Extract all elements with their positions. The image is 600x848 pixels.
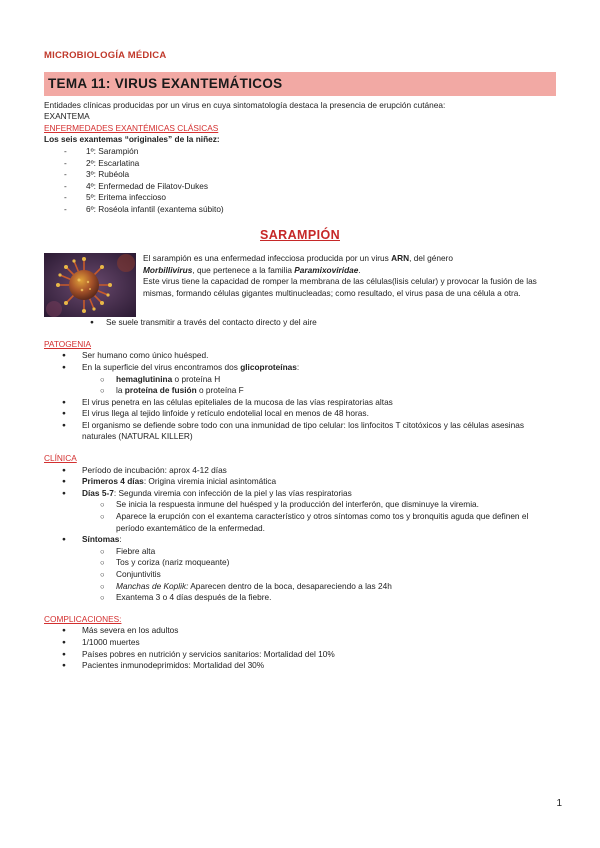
topic-title-bar: [44, 72, 556, 96]
course-title: MICROBIOLOGÍA MÉDICA: [44, 50, 167, 61]
list-item: ○ Fiebre alta: [44, 546, 556, 558]
exantema-term: EXANTEMA: [44, 111, 90, 122]
document-page: [44, 50, 556, 672]
list-item: ● Síntomas: ○ Fiebre alta ○ Tos y coriza (nariz moqueante) ○ Conjuntivitis ○ Manchas de Koplik: Aparecen dentro de la boca, desapareciendo a las 24h ○ Exantema 3 o 4 días después de la fiebre.: [44, 534, 556, 604]
list-item: ○ la proteína de fusión o proteína F: [44, 385, 556, 397]
list-item: - 2º: Escarlatina: [64, 158, 556, 170]
sarampion-p3: Este virus tiene la capacidad de romper la membrana de las células(lisis celular) y provocar la fusión de las mismas, formando células gigantes multinucleadas; como resultado, el virus pasa de una célula a otra.: [143, 276, 537, 298]
page-number: 1: [556, 798, 562, 809]
list-item: ○ Aparece la erupción con el exantema característico y otros síntomas como tos y bronquitis aguda que definen el período exantemático de la enfermedad.: [44, 511, 556, 534]
list-item: - 5º: Eritema infeccioso: [64, 192, 556, 204]
list-item: - 6º: Roséola infantil (exantema súbito): [64, 204, 556, 216]
list-item: ● Más severa en los adultos: [44, 625, 556, 637]
six-exanthems-heading: Los seis exantemas “originales” de la niñez:: [44, 134, 220, 145]
list-item: ● Pacientes inmunodeprimidos: Mortalidad del 30%: [44, 660, 556, 672]
sarampion-p1: El sarampión es una enfermedad infecciosa producida por un virus ARN, del género: [143, 253, 453, 264]
list-item: - 4º: Enfermedad de Filatov-Dukes: [64, 181, 556, 193]
genus-name: Morbillivirus: [143, 264, 193, 275]
list-item: ● El virus llega al tejido linfoide y retículo endotelial local en menos de 48 horas.: [44, 408, 556, 420]
topic-title: TEMA 11: VIRUS EXANTEMÁTICOS: [48, 75, 283, 91]
list-item: ○ hemaglutinina o proteína H: [44, 374, 556, 386]
list-item: ○ Manchas de Koplik: Aparecen dentro de la boca, desapareciendo a las 24h: [44, 581, 556, 593]
list-item: - 3º: Rubéola: [64, 169, 556, 181]
list-item: ● Período de incubación: aprox 4-12 días: [44, 465, 556, 477]
list-item: ● Ser humano como único huésped.: [44, 350, 556, 362]
six-exanthems-list: [44, 146, 556, 216]
clinica-list: [44, 465, 556, 604]
list-item: ● En la superficie del virus encontramos dos glicoproteínas: ○ hemaglutinina o proteína H ○ la proteína de fusión o proteína F: [44, 362, 556, 397]
list-item: ○ Exantema 3 o 4 días después de la fiebre.: [44, 592, 556, 604]
definition-text: Entidades clínicas producidas por un virus en cuya sintomatología destaca la presencia de erupción cutánea:: [44, 99, 446, 110]
sarampion-p2: Morbillivirus, que pertenece a la familia Paramixoviridae.: [143, 264, 361, 275]
complicaciones-list: [44, 625, 556, 671]
sarampion-description: [143, 253, 556, 317]
list-item: ● Primeros 4 días: Origina viremia inicial asintomática: [44, 476, 556, 488]
arn-term: ARN: [391, 253, 410, 264]
list-item: ● 1/1000 muertes: [44, 637, 556, 649]
list-item: - 1º: Sarampión: [64, 146, 556, 158]
measles-virus-illustration: [44, 253, 136, 317]
list-item: ○ Se inicia la respuesta inmune del huésped y la producción del interferón, que disminuye la viremia.: [44, 499, 556, 511]
sarampion-title: SARAMPIÓN: [260, 227, 340, 242]
complicaciones-label: COMPLICACIONES:: [44, 613, 122, 624]
list-item: ● Se suele transmitir a través del contacto directo y del aire: [44, 317, 556, 329]
clinica-label: CLÍNICA: [44, 453, 77, 464]
classic-diseases-label: ENFERMEDADES EXANTÉMICAS CLÁSICAS: [44, 122, 219, 133]
list-item: ○ Tos y coriza (nariz moqueante): [44, 557, 556, 569]
sarampion-intro: [44, 253, 556, 317]
list-item: ● Días 5-7: Segunda viremia con infección de la piel y las vías respiratorias ○ Se inicia la respuesta inmune del huésped y la producción del interferón, que disminuye la viremia. ○ Aparece la erupción con el exantema característico y otros síntomas como tos y bronquitis aguda que definen el período exantemático de la enfermedad.: [44, 488, 556, 534]
list-item: ● El organismo se defiende sobre todo con una inmunidad de tipo celular: los linfocitos T citotóxicos y las células asesinas naturales (NATURAL KILLER): [44, 420, 556, 443]
list-item: ● Países pobres en nutrición y servicios sanitarios: Mortalidad del 10%: [44, 649, 556, 661]
list-item: ● El virus penetra en las células epiteliales de la mucosa de las vías respiratorias altas: [44, 397, 556, 409]
transmission-list: [44, 317, 556, 329]
family-name: Paramixoviridae: [294, 264, 359, 275]
list-item: ○ Conjuntivitis: [44, 569, 556, 581]
patogenia-list: [44, 350, 556, 443]
patogenia-label: PATOGENIA: [44, 338, 92, 349]
